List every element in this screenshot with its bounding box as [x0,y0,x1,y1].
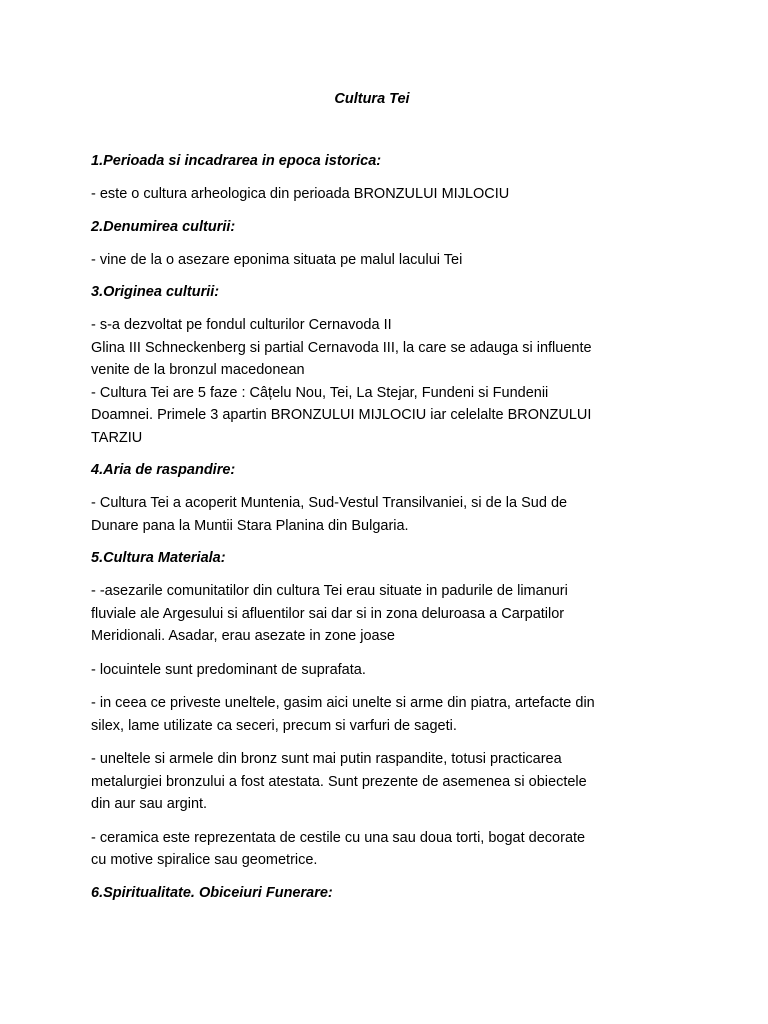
section-paragraph [91,827,691,872]
paragraph-line: - s-a dezvoltat pe fondul culturilor Cernavoda II [91,317,392,333]
paragraph-line: - in ceea ce priveste uneltele, gasim aici unelte si arme din piatra, artefacte din [91,695,595,711]
paragraph-line: - este o cultura arheologica din perioada BRONZULUI MIJLOCIU [91,186,510,202]
section-paragraph [91,492,691,537]
paragraph-line: Meridionali. Asadar, erau asezate in zone joase [91,628,395,644]
paragraph-line: Doamnei. Primele 3 apartin BRONZULUI MIJLOCIU iar celelalte BRONZULUI [91,407,592,423]
document-title: Cultura Tei [334,91,410,107]
paragraph-line: - vine de la o asezare eponima situata pe malul lacului Tei [91,251,463,268]
paragraph-line: metalurgiei bronzului a fost atestata. Sunt prezente de asemenea si obiectele [91,773,587,790]
section-paragraph [91,580,691,648]
paragraph-line: - ceramica este reprezentata de cestile cu una sau doua torti, bogat decorate [91,829,586,846]
paragraph-line: silex, lame utilizate ca seceri, precum si varfuri de sageti. [91,717,457,734]
paragraph-line: - locuintele sunt predominant de suprafata. [91,661,366,678]
paragraph-line: TARZIU [91,429,143,446]
paragraph-line: - uneltele si armele din bronz sunt mai putin raspandite, totusi practicarea [91,751,562,767]
section-paragraph [91,659,691,682]
paragraph-line: - Cultura Tei a acoperit Muntenia, Sud-Vestul Transilvaniei, si de la Sud de [91,495,568,511]
paragraph-line: cu motive spiralice sau geometrice. [91,852,318,868]
section-paragraph [91,249,691,272]
paragraph-line: Dunare pana la Muntii Stara Planina din Bulgaria. [91,517,409,534]
section-paragraph [91,314,691,449]
section-heading: 1.Perioada si incadrarea in epoca istorica: [91,153,382,169]
section-paragraph [91,183,691,206]
paragraph-line: din aur sau argint. [91,796,208,812]
section-heading: 4.Aria de raspandire: [91,462,236,478]
paragraph-line: Glina III Schneckenberg si partial Cernavoda III, la care se adauga si influente [91,339,592,356]
paragraph-line: - Cultura Tei are 5 faze : Câțelu Nou, Tei, La Stejar, Fundeni si Fundenii [91,384,549,401]
paragraph-line: - -asezarile comunitatilor din cultura Tei erau situate in padurile de limanuri [91,583,568,599]
document-body [91,151,691,915]
paragraph-line: fluviale ale Argesului si afluentilor sai dar si in zona deluroasa a Carpatilor [91,605,565,622]
paragraph-line: venite de la bronzul macedonean [91,362,305,378]
section-heading: 3.Originea culturii: [91,284,220,300]
section-paragraph [91,692,691,737]
section-paragraph [91,748,691,816]
section-heading: 6.Spiritualitate. Obiceiuri Funerare: [91,884,333,901]
section-heading: 2.Denumirea culturii: [91,218,236,235]
section-heading: 5.Cultura Materiala: [91,550,226,566]
